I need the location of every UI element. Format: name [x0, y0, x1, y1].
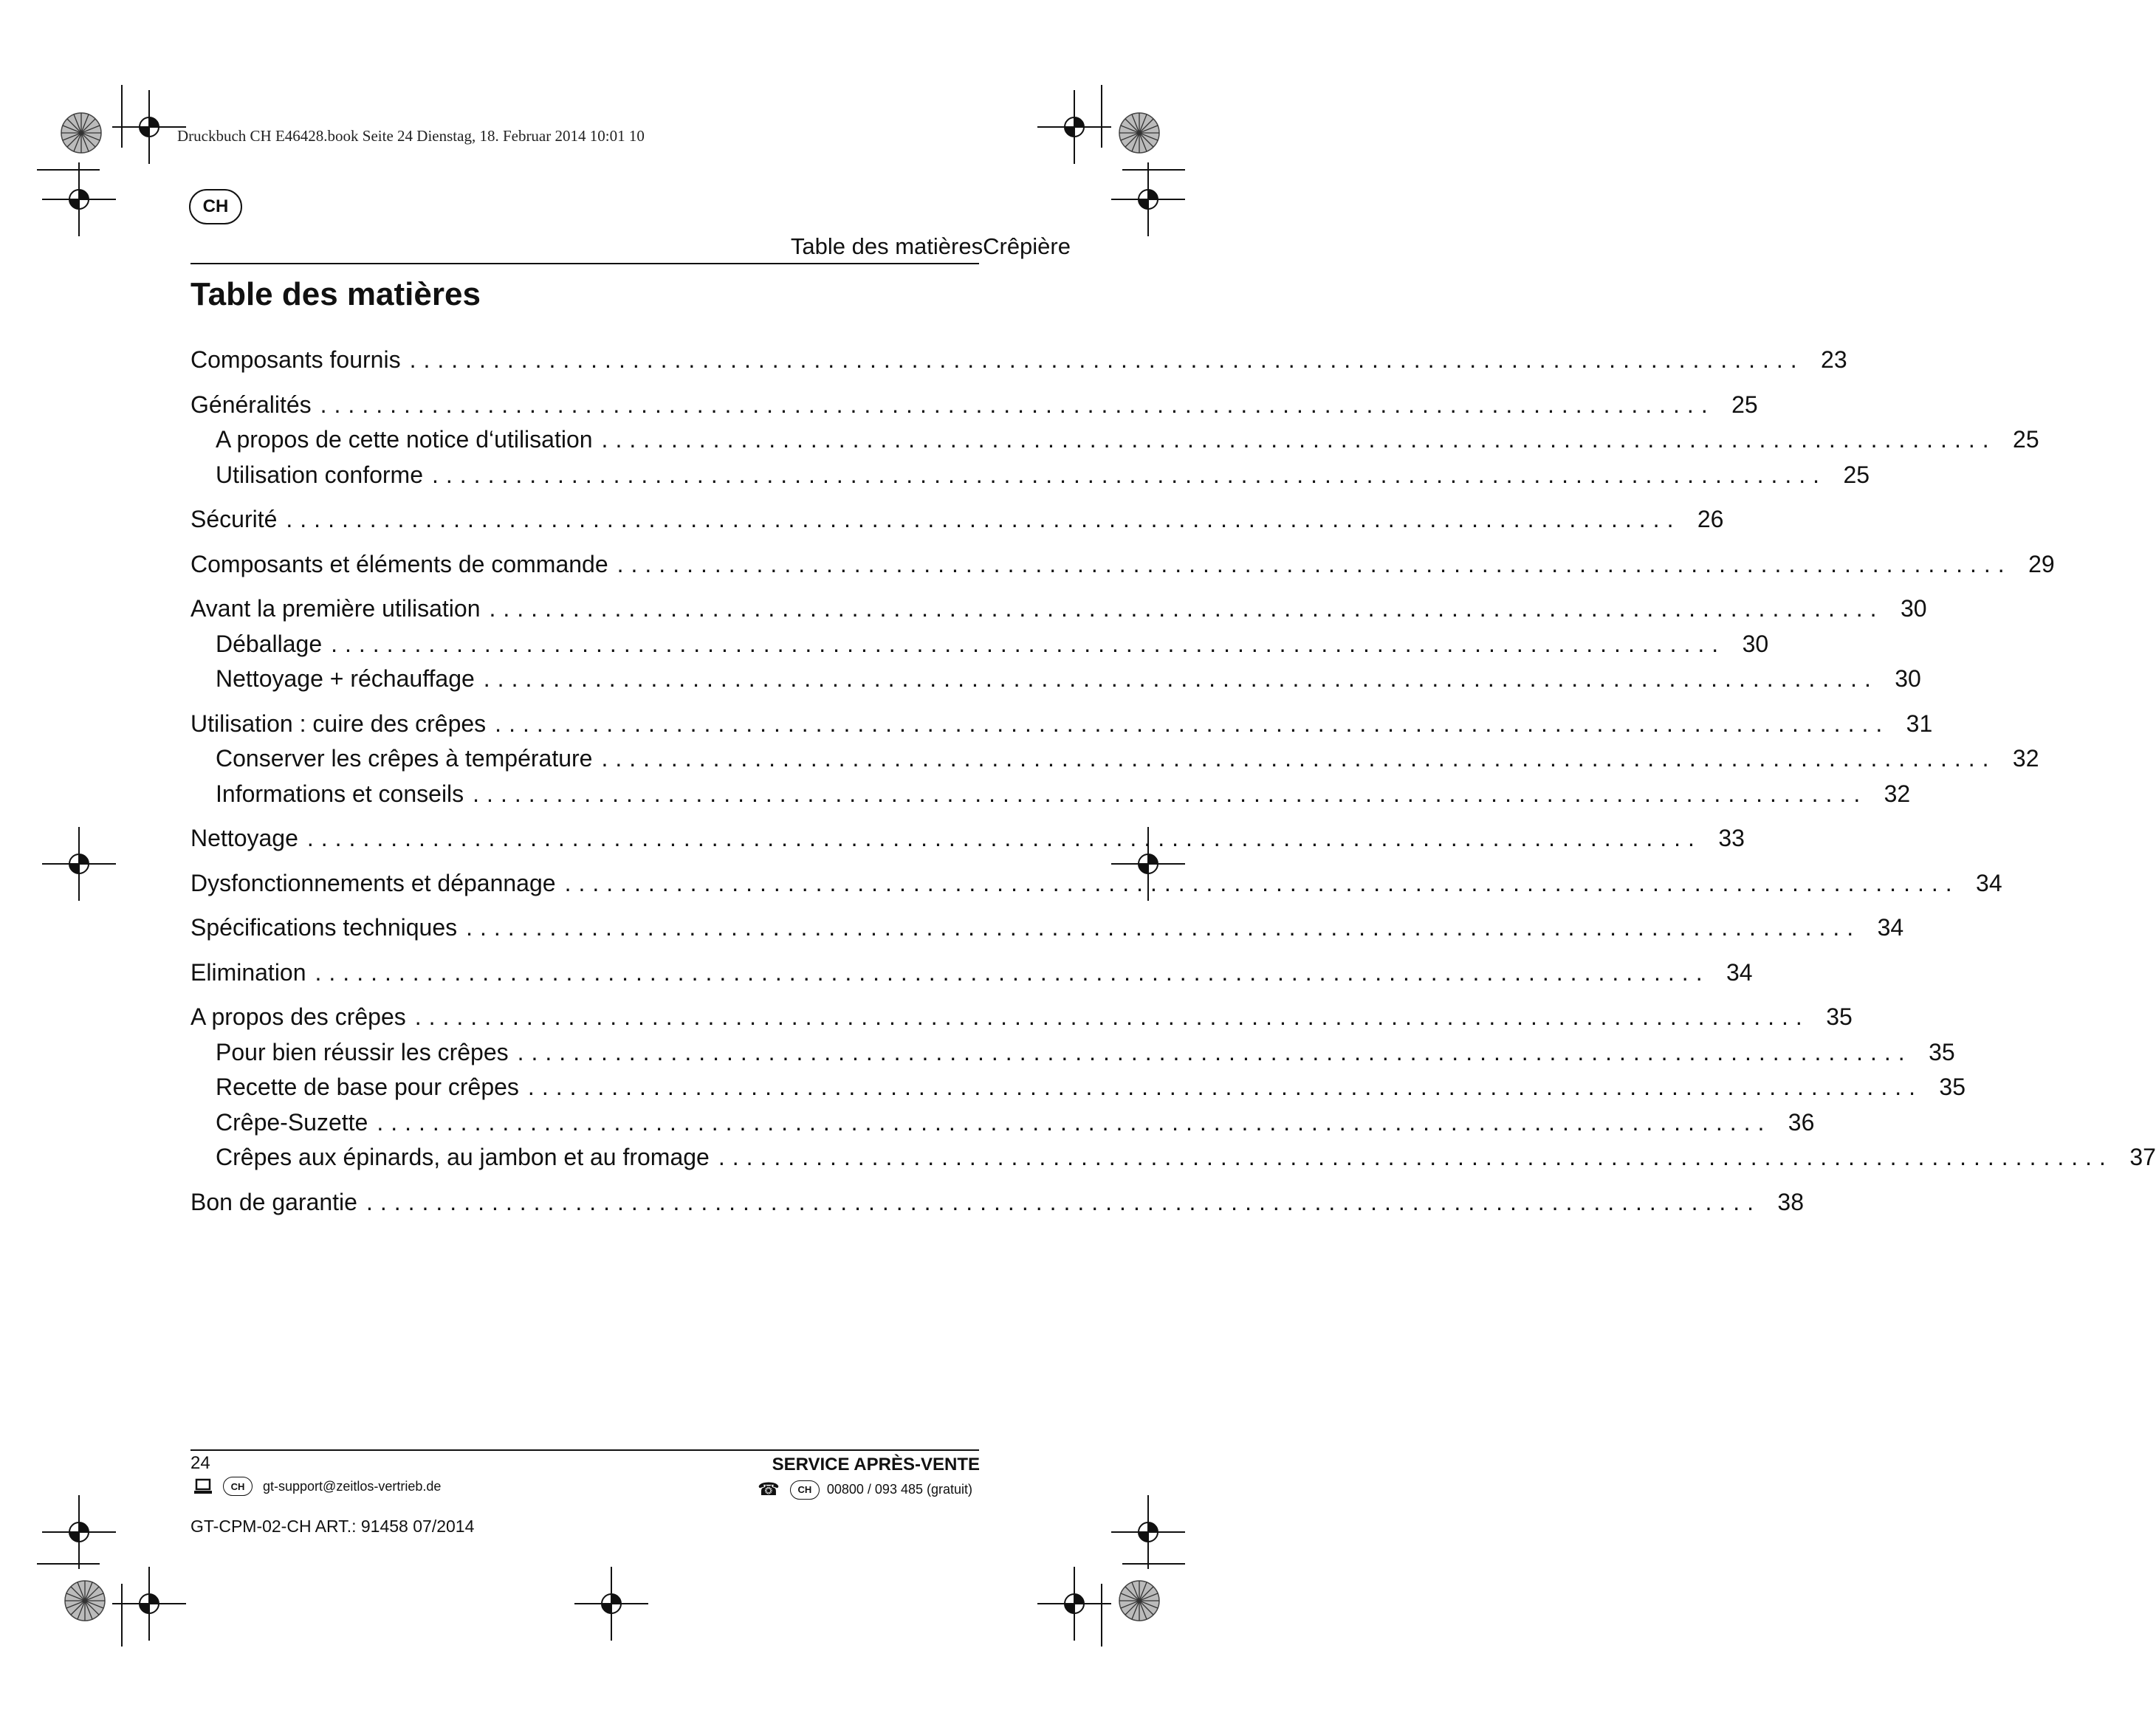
toc-entry-page: 30	[1742, 630, 1769, 657]
toc-entry-title: Avant la première utilisation	[190, 595, 481, 622]
header-rule	[190, 263, 979, 264]
toc-leader-dots: ....................................................................................................	[473, 780, 1868, 807]
toc-entry-title: Utilisation : cuire des crêpes	[190, 710, 487, 737]
toc-leader-dots: ....................................................................................................	[306, 825, 1702, 851]
toc-entry[interactable]	[190, 777, 1911, 812]
toc-entry[interactable]	[190, 627, 1769, 662]
toc-entry-title: A propos des crêpes	[190, 1003, 406, 1030]
corner-mark-top-right	[1037, 85, 1185, 236]
toc-leader-dots: ....................................................................................................	[409, 346, 1805, 373]
toc-entry[interactable]	[190, 343, 1847, 378]
toc-entry-page: 35	[1929, 1038, 1955, 1065]
toc-entry-title: Crêpe-Suzette	[216, 1108, 368, 1136]
toc-entry[interactable]	[190, 662, 1921, 697]
toc-entry[interactable]	[190, 1070, 1966, 1105]
toc-leader-dots: ....................................................................................................	[365, 1188, 1762, 1215]
toc-leader-dots: ....................................................................................................	[466, 914, 1861, 941]
support-email[interactable]: gt-support@zeitlos-vertrieb.de	[263, 1478, 442, 1494]
toc-entry-page: 31	[1906, 710, 1933, 737]
toc-entry-page: 35	[1939, 1074, 1966, 1100]
toc-entry[interactable]	[190, 741, 2039, 777]
toc-entry-title: Conserver les crêpes à température	[216, 745, 593, 772]
toc-entry-title: Spécifications techniques	[190, 914, 458, 941]
toc-entry[interactable]	[190, 821, 1745, 856]
support-email-line	[193, 1477, 441, 1496]
table-of-contents	[190, 343, 2156, 1220]
corner-mark-bottom-left	[37, 1495, 186, 1647]
corner-mark-top-left	[37, 85, 186, 236]
toc-leader-dots: ....................................................................................................	[483, 665, 1878, 692]
toc-entry-title: Composants et éléments de commande	[190, 550, 608, 577]
toc-entry-page: 37	[2129, 1144, 2156, 1170]
toc-entry-page: 33	[1718, 825, 1745, 851]
toc-entry-page: 32	[2012, 745, 2039, 772]
laptop-icon	[193, 1478, 213, 1494]
toc-leader-dots: ....................................................................................................	[601, 426, 1997, 453]
toc-entry[interactable]	[190, 707, 1933, 742]
toc-leader-dots: ....................................................................................................	[489, 595, 1884, 622]
toc-leader-dots: ....................................................................................................	[601, 745, 1997, 772]
toc-leader-dots: ....................................................................................................	[617, 550, 2012, 577]
toc-entry-title: Elimination	[190, 958, 306, 986]
toc-entry-title: Recette de base pour crêpes	[216, 1074, 519, 1100]
toc-entry-page: 23	[1821, 346, 1847, 373]
toc-entry-title: Dysfonctionnements et dépannage	[190, 869, 556, 896]
toc-entry-page: 34	[1976, 869, 2002, 896]
toc-entry[interactable]	[190, 547, 2055, 583]
support-phone: 00800 / 093 485 (gratuit)	[826, 1482, 972, 1497]
corner-mark-bottom-center	[574, 1567, 648, 1641]
toc-entry-title: Bon de garantie	[190, 1188, 357, 1215]
toc-entry-page: 34	[1877, 914, 1904, 941]
toc-entry[interactable]	[190, 388, 1758, 423]
ch-mini-badge: CH	[790, 1480, 820, 1500]
toc-entry-title: Crêpes aux épinards, au jambon et au fromage	[216, 1144, 710, 1170]
toc-entry-page: 29	[2028, 550, 2055, 577]
toc-leader-dots: ....................................................................................................	[517, 1038, 1912, 1065]
toc-leader-dots: ....................................................................................................	[315, 958, 1710, 986]
toc-entry[interactable]	[190, 1000, 1853, 1035]
toc-entry-page: 32	[1884, 780, 1911, 807]
toc-entry[interactable]	[190, 591, 1927, 627]
toc-leader-dots: ....................................................................................................	[377, 1108, 1772, 1136]
toc-entry-page: 25	[1843, 461, 1870, 488]
toc-leader-dots: ....................................................................................................	[495, 710, 1890, 737]
toc-entry-title: Sécurité	[190, 506, 278, 532]
toc-leader-dots: ....................................................................................................	[286, 506, 1681, 532]
toc-entry-page: 25	[1731, 391, 1758, 418]
toc-entry[interactable]	[190, 910, 1904, 946]
toc-entry-title: Informations et conseils	[216, 780, 464, 807]
toc-leader-dots: ....................................................................................................	[527, 1074, 1923, 1100]
toc-entry-page: 38	[1777, 1188, 1805, 1215]
toc-entry-page: 35	[1826, 1003, 1853, 1030]
toc-entry[interactable]	[190, 458, 1870, 493]
toc-entry-title: Pour bien réussir les crêpes	[216, 1038, 509, 1065]
toc-leader-dots: ....................................................................................................	[432, 461, 1827, 488]
service-title: SERVICE APRÈS-VENTE	[772, 1455, 980, 1474]
toc-entry-page: 25	[2013, 426, 2039, 453]
print-header: Druckbuch CH E46428.book Seite 24 Dienstag, 18. Februar 2014 10:01 10	[177, 127, 645, 145]
toc-entry-title: Nettoyage + réchauffage	[216, 665, 475, 692]
toc-entry[interactable]	[190, 1105, 1815, 1141]
country-badge: CH	[189, 189, 242, 224]
toc-entry-title: Nettoyage	[190, 825, 298, 851]
page-title: Table des matières	[190, 276, 481, 312]
toc-entry[interactable]	[190, 502, 1724, 538]
toc-entry-title: A propos de cette notice d‘utilisation	[216, 426, 593, 453]
ch-mini-badge: CH	[223, 1477, 253, 1496]
page-number: 24	[190, 1453, 210, 1473]
toc-entry-title: Composants fournis	[190, 346, 401, 373]
toc-entry-title: Utilisation conforme	[216, 461, 423, 488]
toc-leader-dots: ....................................................................................................	[320, 391, 1715, 418]
toc-leader-dots: ....................................................................................................	[718, 1144, 2113, 1170]
running-head: Table des matièresCrêpière	[790, 233, 1071, 259]
phone-icon: ☎	[757, 1480, 780, 1500]
toc-entry[interactable]	[190, 866, 2002, 902]
support-phone-line	[758, 1479, 972, 1500]
toc-entry-title: Déballage	[216, 630, 323, 657]
toc-leader-dots: ....................................................................................................	[331, 630, 1726, 657]
toc-leader-dots: ....................................................................................................	[564, 869, 1960, 896]
toc-entry-page: 30	[1900, 595, 1927, 622]
toc-entry-page: 30	[1895, 665, 1921, 692]
toc-leader-dots: ....................................................................................................	[414, 1003, 1810, 1030]
toc-entry-title: Généralités	[190, 391, 312, 418]
corner-mark-bottom-right	[1037, 1495, 1185, 1647]
article-code: GT-CPM-02-CH ART.: 91458 07/2014	[190, 1517, 475, 1536]
footer-rule	[190, 1449, 979, 1451]
side-mark-left	[42, 827, 116, 901]
toc-entry-page: 34	[1726, 958, 1753, 986]
toc-entry-page: 26	[1697, 506, 1724, 532]
toc-entry[interactable]	[190, 1035, 1955, 1071]
toc-entry[interactable]	[190, 1185, 1805, 1220]
toc-entry[interactable]	[190, 955, 1753, 991]
toc-entry[interactable]	[190, 1140, 2156, 1175]
toc-entry[interactable]	[190, 422, 2039, 458]
toc-entry-page: 36	[1788, 1108, 1815, 1136]
